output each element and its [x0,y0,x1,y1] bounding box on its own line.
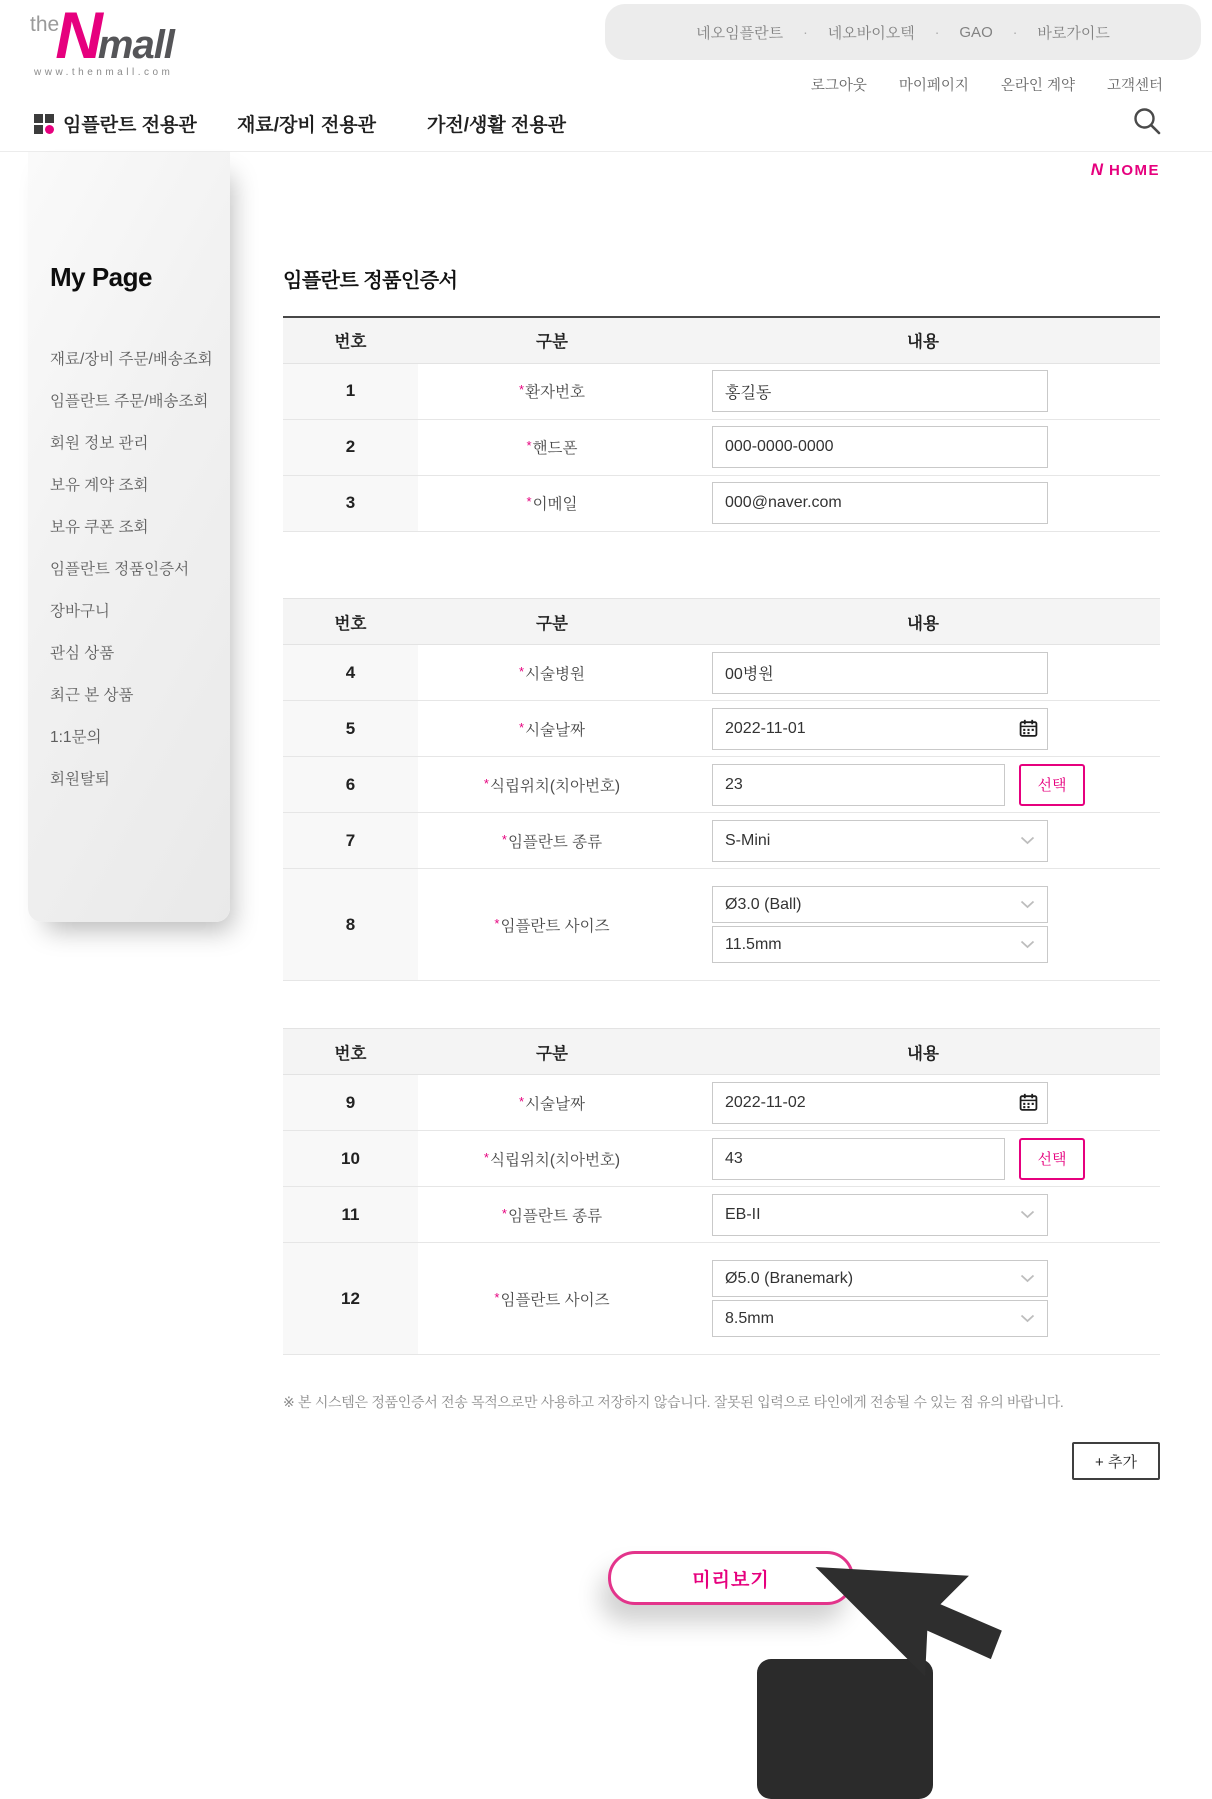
mypage-link[interactable]: 마이페이지 [898,78,969,94]
calendar-icon[interactable] [1019,1093,1039,1113]
row-label: *시술날짜 [418,1075,686,1131]
required-mark: * [526,438,532,453]
tooth-position-input[interactable] [712,764,1005,806]
column-header-category: 구분 [418,599,686,645]
online-contract-link[interactable]: 온라인 계약 [1000,78,1075,94]
sidebar-item-wishlist[interactable]: 관심 상품 [50,645,115,662]
row-label: *이메일 [418,475,686,531]
nav-item-label: 재료/장비 전용관 [237,115,377,136]
row-label: *임플란트 종류 [418,813,686,869]
implant-diameter-select-2[interactable] [712,1260,1048,1297]
procedure-date-input[interactable] [712,708,1048,750]
table-row [283,363,1160,419]
row-number: 8 [283,869,418,981]
sidebar-item-implant-order[interactable]: 임플란트 주문/배송조회 [50,393,209,410]
chevron-down-icon [1020,900,1035,909]
table-row [283,1243,1160,1355]
selected-value: S-Mini [725,831,771,849]
table-row [283,645,1160,701]
utility-links [811,74,1163,95]
sidebar-title: My Page [50,262,152,292]
tooth-position-input-2[interactable] [712,1138,1005,1180]
row-number: 3 [283,475,418,531]
selected-value: Ø3.0 (Ball) [725,895,802,913]
family-link-neo-implant[interactable]: 네오임플란트 [696,24,784,42]
customer-center-link[interactable]: 고객센터 [1106,78,1163,94]
nav-item-label: 가전/생활 전용관 [427,115,567,136]
column-header-no: 번호 [283,317,418,363]
column-header-content: 내용 [686,317,1160,363]
table-row [283,757,1160,813]
family-link-baro-guide[interactable]: 바로가이드 [1037,24,1110,42]
table-row [283,419,1160,475]
site-logo[interactable] [30,0,230,79]
sidebar-menu [50,339,230,801]
chevron-down-icon [1020,940,1035,949]
add-row [283,1442,1160,1480]
pick-button[interactable]: 선택 [1019,1138,1085,1180]
sidebar-item-material-order[interactable]: 재료/장비 주문/배송조회 [50,351,213,368]
sidebar-item-withdraw[interactable]: 회원탈퇴 [50,771,110,788]
required-mark: * [526,494,532,509]
row-number: 1 [283,363,418,419]
selected-value: Ø5.0 (Branemark) [725,1269,854,1287]
table-row [283,1131,1160,1187]
required-mark: * [519,382,525,397]
chevron-down-icon [1020,1210,1035,1219]
row-label: *시술병원 [418,645,686,701]
preview-button[interactable]: 미리보기 [608,1551,854,1605]
selected-value: 8.5mm [725,1309,774,1327]
table-row [283,475,1160,531]
row-number: 12 [283,1243,418,1355]
search-icon[interactable] [1132,106,1162,136]
email-input[interactable] [712,482,1048,524]
logo-the-text: the [30,13,60,37]
required-mark: * [483,775,489,791]
chevron-down-icon [1020,1314,1035,1323]
row-label: *임플란트 종류 [418,1187,686,1243]
row-number: 11 [283,1187,418,1243]
row-number: 6 [283,757,418,813]
table-row [283,869,1160,981]
column-header-no: 번호 [283,1029,418,1075]
table-row [283,1187,1160,1243]
sidebar-item-inquiry[interactable]: 1:1문의 [50,729,102,746]
required-mark: * [519,663,525,679]
row-label: *식립위치(치아번호) [418,1131,686,1187]
row-number: 5 [283,701,418,757]
selected-value: 11.5mm [725,935,782,953]
row-number: 9 [283,1075,418,1131]
home-breadcrumb[interactable] [283,160,1160,180]
table-row [283,1075,1160,1131]
hospital-input[interactable] [712,652,1048,694]
row-number: 4 [283,645,418,701]
main-nav [0,104,1212,150]
row-number: 10 [283,1131,418,1187]
implant-length-select-2[interactable] [712,1300,1048,1337]
dot-separator: · [1012,24,1018,40]
logout-link[interactable]: 로그아웃 [810,78,867,94]
grid-menu-icon [34,114,54,134]
required-mark: * [494,915,500,931]
table-row [283,813,1160,869]
sidebar-item-cart[interactable]: 장바구니 [50,603,110,620]
implant-type-select[interactable] [712,820,1048,862]
system-notice: ※ 본 시스템은 정품인증서 전송 목적으로만 사용하고 저장하지 않습니다. 잘못된 입력으로 타인에게 전송될 수 있는 점 유의 바랍니다. [283,1394,1064,1410]
certificate-table-3 [283,1028,1160,1355]
row-label: *핸드폰 [418,419,686,475]
row-number: 2 [283,419,418,475]
required-mark: * [519,719,525,735]
column-header-content: 내용 [686,599,1160,645]
column-header-content: 내용 [686,1029,1160,1075]
calendar-icon[interactable] [1019,719,1039,739]
row-label: *환자번호 [418,363,686,419]
required-mark: * [501,831,507,847]
patient-name-input[interactable] [712,370,1048,412]
row-label: *시술날짜 [418,701,686,757]
required-mark: * [519,1093,525,1109]
home-n-icon: N [1090,160,1103,179]
home-label: HOME [1109,162,1160,179]
phone-input[interactable] [712,426,1048,468]
add-button[interactable]: + 추가 [1072,1442,1160,1480]
family-link-gao[interactable]: GAO [959,23,993,41]
table-row [283,701,1160,757]
nav-item-appliance-living-hall[interactable] [427,110,566,137]
pick-button[interactable]: 선택 [1019,764,1085,806]
logo-url-text: www.thenmall.com [34,67,174,79]
nav-item-material-equipment-hall[interactable] [237,110,376,137]
dot-separator: · [934,24,940,40]
logo-n-letter: N [55,0,100,72]
dot-separator: · [803,24,808,40]
row-number: 7 [283,813,418,869]
family-site-bar [605,4,1201,60]
certificate-table-1 [283,316,1160,532]
mypage-sidebar [28,152,230,922]
family-link-neo-biotech[interactable]: 네오바이오텍 [827,24,915,42]
sidebar-item-implant-certificate[interactable]: 임플란트 정품인증서 [50,561,190,578]
site-header [0,0,1212,152]
row-label: *임플란트 사이즈 [418,1243,686,1355]
selected-value: EB-II [725,1205,761,1223]
required-mark: * [501,1205,507,1221]
row-label: *식립위치(치아번호) [418,757,686,813]
chevron-down-icon [1020,1274,1035,1283]
sidebar-item-recently-viewed[interactable]: 최근 본 상품 [50,687,134,704]
procedure-date-input-2[interactable] [712,1082,1048,1124]
implant-type-select-2[interactable] [712,1194,1048,1236]
required-mark: * [494,1289,500,1305]
bottom-overlay-box [757,1659,933,1799]
page-title: 임플란트 정품인증서 [283,270,458,292]
implant-length-select[interactable] [712,926,1048,963]
chevron-down-icon [1020,836,1035,845]
column-header-category: 구분 [418,317,686,363]
sidebar-item-member-info[interactable]: 회원 정보 관리 [50,435,149,452]
implant-diameter-select[interactable] [712,886,1048,923]
nav-item-implant-hall[interactable] [34,110,197,137]
column-header-category: 구분 [418,1029,686,1075]
sidebar-item-contracts[interactable]: 보유 계약 조회 [50,477,149,494]
logo-mall-text: mall [97,23,174,68]
nav-item-label: 임플란트 전용관 [63,115,197,136]
certificate-table-2 [283,598,1160,981]
column-header-no: 번호 [283,599,418,645]
row-label: *임플란트 사이즈 [418,869,686,981]
sidebar-item-coupons[interactable]: 보유 쿠폰 조회 [50,519,149,536]
required-mark: * [483,1149,489,1165]
